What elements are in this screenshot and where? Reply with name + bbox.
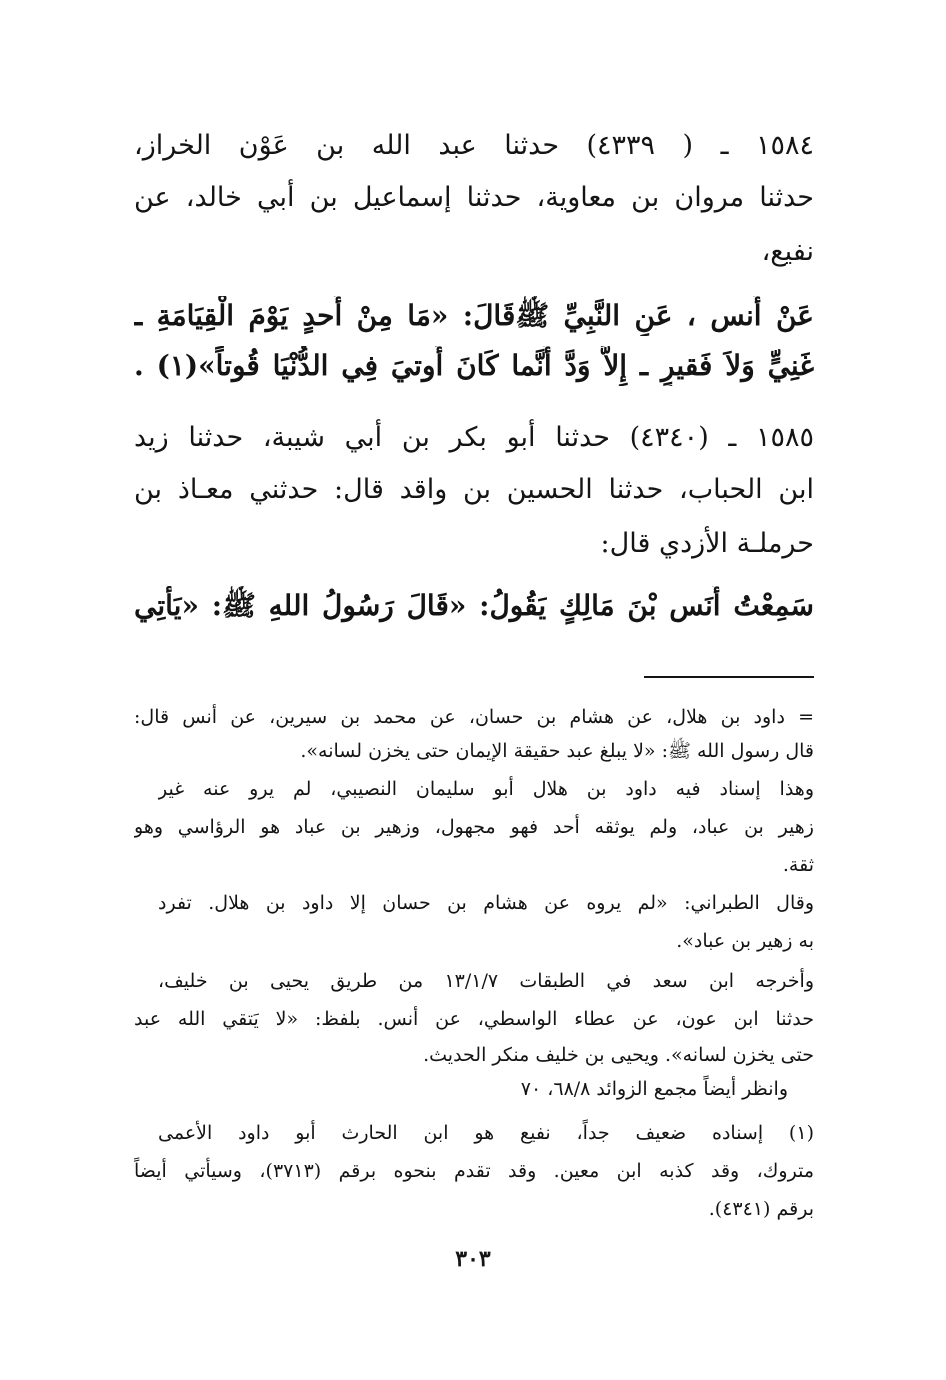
footnote-line: برقم (٤٣٤١). — [708, 1198, 814, 1220]
page-number: ٣٠٣ — [455, 1246, 491, 1272]
footnote-line: وأخرجه ابن سعد في الطبقات ١٣/١/٧ من طريق يحيى بن خليف، — [158, 970, 814, 992]
hadith-1585-line-2: ابن الحباب، حدثنا الحسين بن واقد قال: حدثني معـاذ بن — [134, 474, 814, 505]
footnote-line: حتى يخزن لسانه». ويحيى بن خليف منكر الحديث. — [423, 1044, 814, 1066]
hadith-1584-line-3: نفيع، — [761, 236, 814, 267]
hadith-1584-matn-line-1: عَنْ أَنس ، عَنِ النَّبِيِّ ﷺقَالَ: «مَا مِنْ أَحدٍ يَوْمَ الْقِيَامَةِ ـ — [134, 299, 814, 332]
footnote-line: متروك، وقد كذبه ابن معين. وقد تقدم بنحوه برقم (٣٧١٣)، وسيأتي أيضاً — [134, 1160, 814, 1182]
footnote-line: به زهير بن عباد». — [676, 930, 814, 952]
footnote-line: وهذا إسناد فيه داود بن هلال أبو سليمان النصيبي، لم يرو عنه غير — [158, 778, 814, 800]
footnote-line: وانظر أيضاً مجمع الزوائد ٦٨/٨، ٧٠ — [520, 1078, 788, 1100]
footnote-line: وقال الطبراني: «لم يروه عن هشام بن حسان إلا داود بن هلال. تفرد — [158, 892, 814, 914]
hadith-1585-matn-line-1: سَمِعْتُ أَنَس بْنَ مَالِكٍ يَقُولُ: «قَالَ رَسُولُ اللهِ ﷺ: «يَأْتِي — [134, 589, 814, 622]
hadith-1585-line-1: ١٥٨٥ ـ (٤٣٤٠) حدثنا أبو بكر بن أبي شيبة، حدثنا زيد — [134, 422, 814, 453]
footnote-line: ثقة. — [782, 854, 814, 876]
footnote-separator — [644, 676, 814, 678]
hadith-1584-line-1: ١٥٨٤ ـ ( ٤٣٣٩) حدثنا عبد الله بن عَوْن الخراز، — [134, 130, 814, 161]
hadith-1584-line-2: حدثنا مروان بن معاوية، حدثنا إسماعيل بن أبي خالد، عن — [134, 182, 814, 213]
footnote-line: (١) إسناده ضعيف جداً، نفيع هو ابن الحارث أبو داود الأعمى — [158, 1122, 814, 1144]
footnote-line: زهير بن عباد، ولم يوثقه أحد فهو مجهول، وزهير بن عباد هو الرؤاسي وهو — [134, 816, 814, 838]
footnote-line: حدثنا ابن عون، عن عطاء الواسطي، عن أنس. بلفظ: «لا يَتقي الله عبد — [134, 1008, 814, 1030]
hadith-1584-matn-line-2: غَنِيٍّ وَلاَ فَقيرٍ ـ إِلاَّ وَدَّ أَنَّما كَانَ أُوتيَ فِي الدُّنْيَا قُوتاً»(١) . — [134, 349, 814, 382]
footnote-line: قال رسول الله ﷺ: «لا يبلغ عبد حقيقة الإيمان حتى يخزن لسانه». — [300, 740, 814, 762]
hadith-1585-line-3: حرملـة الأزدي قال: — [600, 528, 814, 559]
footnote-line: = داود بن هلال، عن هشام بن حسان، عن محمد بن سيرين، عن أنس قال: — [134, 706, 814, 728]
